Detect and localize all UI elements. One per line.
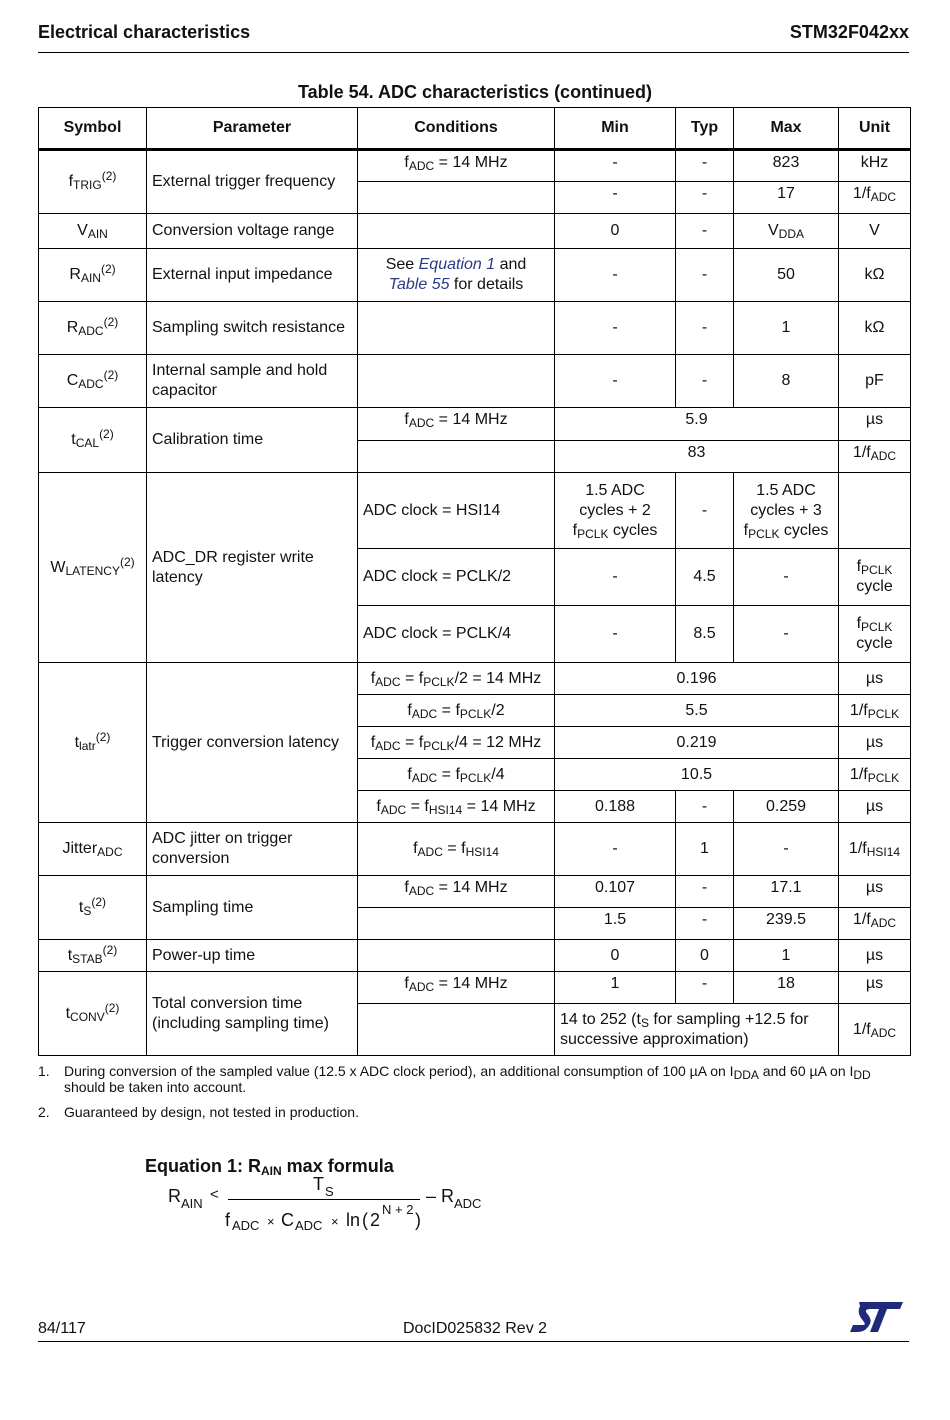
table-header-row — [39, 108, 911, 150]
st-logo-icon — [849, 1300, 905, 1334]
symbol-tlatr: $t_{latr}^{(2)}$ — [39, 663, 147, 823]
typ-cell: - — [676, 972, 734, 1004]
typ-cell: - — [676, 302, 734, 355]
fraction-bar — [228, 1199, 420, 1200]
param-ftrig: External trigger frequency — [147, 150, 358, 214]
min-cell: - — [555, 249, 676, 302]
cond-ts-1: $f_{ADC} = 14$ MHz — [358, 876, 555, 908]
table-row — [39, 823, 911, 876]
table-row — [39, 150, 911, 182]
max-cell: 239.5 — [734, 908, 839, 940]
unit-cell: kHz — [839, 150, 911, 182]
unit-cell: $1/f_{ADC}$ — [839, 1004, 911, 1056]
col-header-typ: Typ — [676, 108, 734, 150]
max-cell: 823 — [734, 150, 839, 182]
unit-cell: $1/f_{ADC}$ — [839, 182, 911, 214]
unit-cell: µs — [839, 727, 911, 759]
symbol-jitter: Jitter$_{ADC}$ — [39, 823, 147, 876]
unit-empty — [839, 473, 911, 549]
table-caption: Table 54. ADC characteristics (continued) — [297, 82, 653, 102]
col-header-parameter: Parameter — [147, 108, 358, 150]
max-cell: 50 — [734, 249, 839, 302]
table-row — [39, 473, 911, 549]
col-header-min: Min — [555, 108, 676, 150]
cond-jitter: $f_{ADC} = f_{HSI14}$ — [358, 823, 555, 876]
footnote-1: 1. During conversion of the sampled value (12.5 x ADC clock period), an additional consumption of 100 µA on $I_{DDA}$ and 60 µA on $I_{DD}$ should be taken into account. — [38, 1063, 871, 1095]
cond-empty — [358, 441, 555, 473]
header-section-title: Electrical characteristics — [38, 22, 251, 42]
cond-rain: See Equation 1 and Table 55 for details — [358, 249, 555, 302]
unit-cell: V — [839, 214, 911, 249]
param-cadc: Internal sample and hold capacitor — [147, 355, 358, 408]
footer-rule — [38, 1341, 909, 1342]
table-row — [39, 876, 911, 908]
max-cell: 1.5 ADC cycles + 3 $f_{PCLK}$ cycles — [734, 473, 839, 549]
col-header-unit: Unit — [839, 108, 911, 150]
typ-cell: 8.5 — [676, 606, 734, 663]
unit-cell: µs — [839, 791, 911, 823]
param-tlatr: Trigger conversion latency — [147, 663, 358, 823]
cond-empty — [358, 214, 555, 249]
unit-cell: $f_{PCLK}$ cycle — [839, 606, 911, 663]
table-row — [39, 408, 911, 441]
typ-cell: 0 — [676, 940, 734, 972]
cond-empty — [358, 182, 555, 214]
symbol-tstab: $t_{STAB}^{(2)}$ — [39, 940, 147, 972]
min-cell: 1.5 — [555, 908, 676, 940]
table-row — [39, 355, 911, 408]
symbol-radc: $R_{ADC}^{(2)}$ — [39, 302, 147, 355]
col-header-max: Max — [734, 108, 839, 150]
adc-characteristics-table — [38, 107, 911, 1056]
max-cell: - — [734, 823, 839, 876]
unit-cell: µs — [839, 663, 911, 695]
max-cell: 18 — [734, 972, 839, 1004]
typ-cell: 1 — [676, 823, 734, 876]
value-merged: 5.5 — [555, 695, 839, 727]
value-merged: 83 — [555, 441, 839, 473]
min-cell: - — [555, 355, 676, 408]
typ-cell: - — [676, 182, 734, 214]
param-tstab: Power-up time — [147, 940, 358, 972]
col-header-conditions: Conditions — [358, 108, 555, 150]
page-number: 84/117 — [38, 1320, 86, 1337]
unit-cell: $1/f_{ADC}$ — [839, 908, 911, 940]
min-cell: 1 — [555, 972, 676, 1004]
max-cell: $V_{DDA}$ — [734, 214, 839, 249]
symbol-rain: $R_{AIN}^{(2)}$ — [39, 249, 147, 302]
param-rain: External input impedance — [147, 249, 358, 302]
unit-cell: µs — [839, 972, 911, 1004]
equation-1-formula: R AIN < T S f ADC × C ADC × ln ( 2 N + 2 ) – R ADC — [168, 1174, 482, 1233]
max-cell: 8 — [734, 355, 839, 408]
min-cell: 0 — [555, 940, 676, 972]
unit-cell: µs — [839, 408, 911, 441]
min-cell: 0.107 — [555, 876, 676, 908]
max-cell: 0.259 — [734, 791, 839, 823]
cond-empty — [358, 302, 555, 355]
param-wlatency: ADC_DR register write latency — [147, 473, 358, 663]
equation-1-link[interactable]: Equation 1 — [418, 256, 496, 273]
max-cell: 1 — [734, 302, 839, 355]
unit-cell: pF — [839, 355, 911, 408]
max-cell: 1 — [734, 940, 839, 972]
value-merged-tconv: 14 to 252 ($t_S$ for sampling +12.5 for successive approximation) — [555, 1004, 839, 1056]
unit-cell: µs — [839, 940, 911, 972]
unit-cell: µs — [839, 876, 911, 908]
cond-tlatr-3: $f_{ADC} = f_{PCLK}/4 = 12$ MHz — [358, 727, 555, 759]
cond-empty — [358, 940, 555, 972]
symbol-cadc: $C_{ADC}^{(2)}$ — [39, 355, 147, 408]
table-row — [39, 663, 911, 695]
cond-tconv-1: $f_{ADC} = 14$ MHz — [358, 972, 555, 1004]
param-jitter: ADC jitter on trigger conversion — [147, 823, 358, 876]
typ-cell: - — [676, 791, 734, 823]
table-row — [39, 302, 911, 355]
table-notes — [38, 1063, 898, 1129]
min-cell: - — [555, 549, 676, 606]
doc-id: DocID025832 Rev 2 — [402, 1320, 548, 1337]
equation-title: Equation 1: $R_{AIN}$ max formula — [145, 1156, 394, 1178]
param-tconv: Total conversion time (including sampling time) — [147, 972, 358, 1056]
cond-wlat-3: ADC clock = PCLK/4 — [358, 606, 555, 663]
typ-cell: 4.5 — [676, 549, 734, 606]
header-part-number: STM32F042xx — [789, 22, 909, 42]
unit-cell: $1/f_{ADC}$ — [839, 441, 911, 473]
cond-tlatr-4: $f_{ADC} = f_{PCLK}/4$ — [358, 759, 555, 791]
max-cell: - — [734, 549, 839, 606]
cond-tcal-1: $f_{ADC} = 14$ MHz — [358, 408, 555, 441]
unit-cell: kΩ — [839, 302, 911, 355]
param-radc: Sampling switch resistance — [147, 302, 358, 355]
header-rule — [38, 52, 909, 53]
typ-cell: - — [676, 473, 734, 549]
table-55-link[interactable]: Table 55 — [388, 276, 450, 293]
unit-cell: $1/f_{PCLK}$ — [839, 695, 911, 727]
col-header-symbol: Symbol — [39, 108, 147, 150]
unit-cell: $1/f_{HSI14}$ — [839, 823, 911, 876]
typ-cell: - — [676, 214, 734, 249]
symbol-tcal: $t_{CAL}^{(2)}$ — [39, 408, 147, 473]
min-cell: 0.188 — [555, 791, 676, 823]
symbol-tconv: $t_{CONV}^{(2)}$ — [39, 972, 147, 1056]
min-cell: 1.5 ADC cycles + 2 $f_{PCLK}$ cycles — [555, 473, 676, 549]
min-cell: 0 — [555, 214, 676, 249]
cond-empty — [358, 1004, 555, 1056]
unit-cell: $1/f_{PCLK}$ — [839, 759, 911, 791]
cond-wlat-2: ADC clock = PCLK/2 — [358, 549, 555, 606]
cond-tlatr-5: $f_{ADC} = f_{HSI14} = 14$ MHz — [358, 791, 555, 823]
max-cell: - — [734, 606, 839, 663]
table-row — [39, 972, 911, 1004]
param-tcal: Calibration time — [147, 408, 358, 473]
symbol-wlatency: $W_{LATENCY}^{(2)}$ — [39, 473, 147, 663]
unit-cell: kΩ — [839, 249, 911, 302]
cond-empty — [358, 908, 555, 940]
min-cell: - — [555, 823, 676, 876]
min-cell: - — [555, 150, 676, 182]
param-vain: Conversion voltage range — [147, 214, 358, 249]
cond-tlatr-2: $f_{ADC} = f_{PCLK}/2$ — [358, 695, 555, 727]
param-ts: Sampling time — [147, 876, 358, 940]
cond-ftrig-1: $f_{ADC} = 14$ MHz — [358, 150, 555, 182]
unit-cell: $f_{PCLK}$ cycle — [839, 549, 911, 606]
value-merged: 0.196 — [555, 663, 839, 695]
typ-cell: - — [676, 876, 734, 908]
typ-cell: - — [676, 150, 734, 182]
table-row — [39, 214, 911, 249]
table-row — [39, 940, 911, 972]
typ-cell: - — [676, 908, 734, 940]
cond-wlat-1: ADC clock = HSI14 — [358, 473, 555, 549]
min-cell: - — [555, 182, 676, 214]
min-cell: - — [555, 302, 676, 355]
symbol-ts: $t_S^{(2)}$ — [39, 876, 147, 940]
footnote-2: 2. Guaranteed by design, not tested in production. — [38, 1104, 359, 1120]
cond-empty — [358, 355, 555, 408]
symbol-ftrig: $f_{TRIG}^{(2)}$ — [39, 150, 147, 214]
value-merged: 5.9 — [555, 408, 839, 441]
cond-tlatr-1: $f_{ADC} = f_{PCLK}/2 = 14$ MHz — [358, 663, 555, 695]
value-merged: 10.5 — [555, 759, 839, 791]
max-cell: 17 — [734, 182, 839, 214]
value-merged: 0.219 — [555, 727, 839, 759]
typ-cell: - — [676, 249, 734, 302]
symbol-vain: $V_{AIN}$ — [39, 214, 147, 249]
max-cell: 17.1 — [734, 876, 839, 908]
min-cell: - — [555, 606, 676, 663]
table-row — [39, 249, 911, 302]
typ-cell: - — [676, 355, 734, 408]
